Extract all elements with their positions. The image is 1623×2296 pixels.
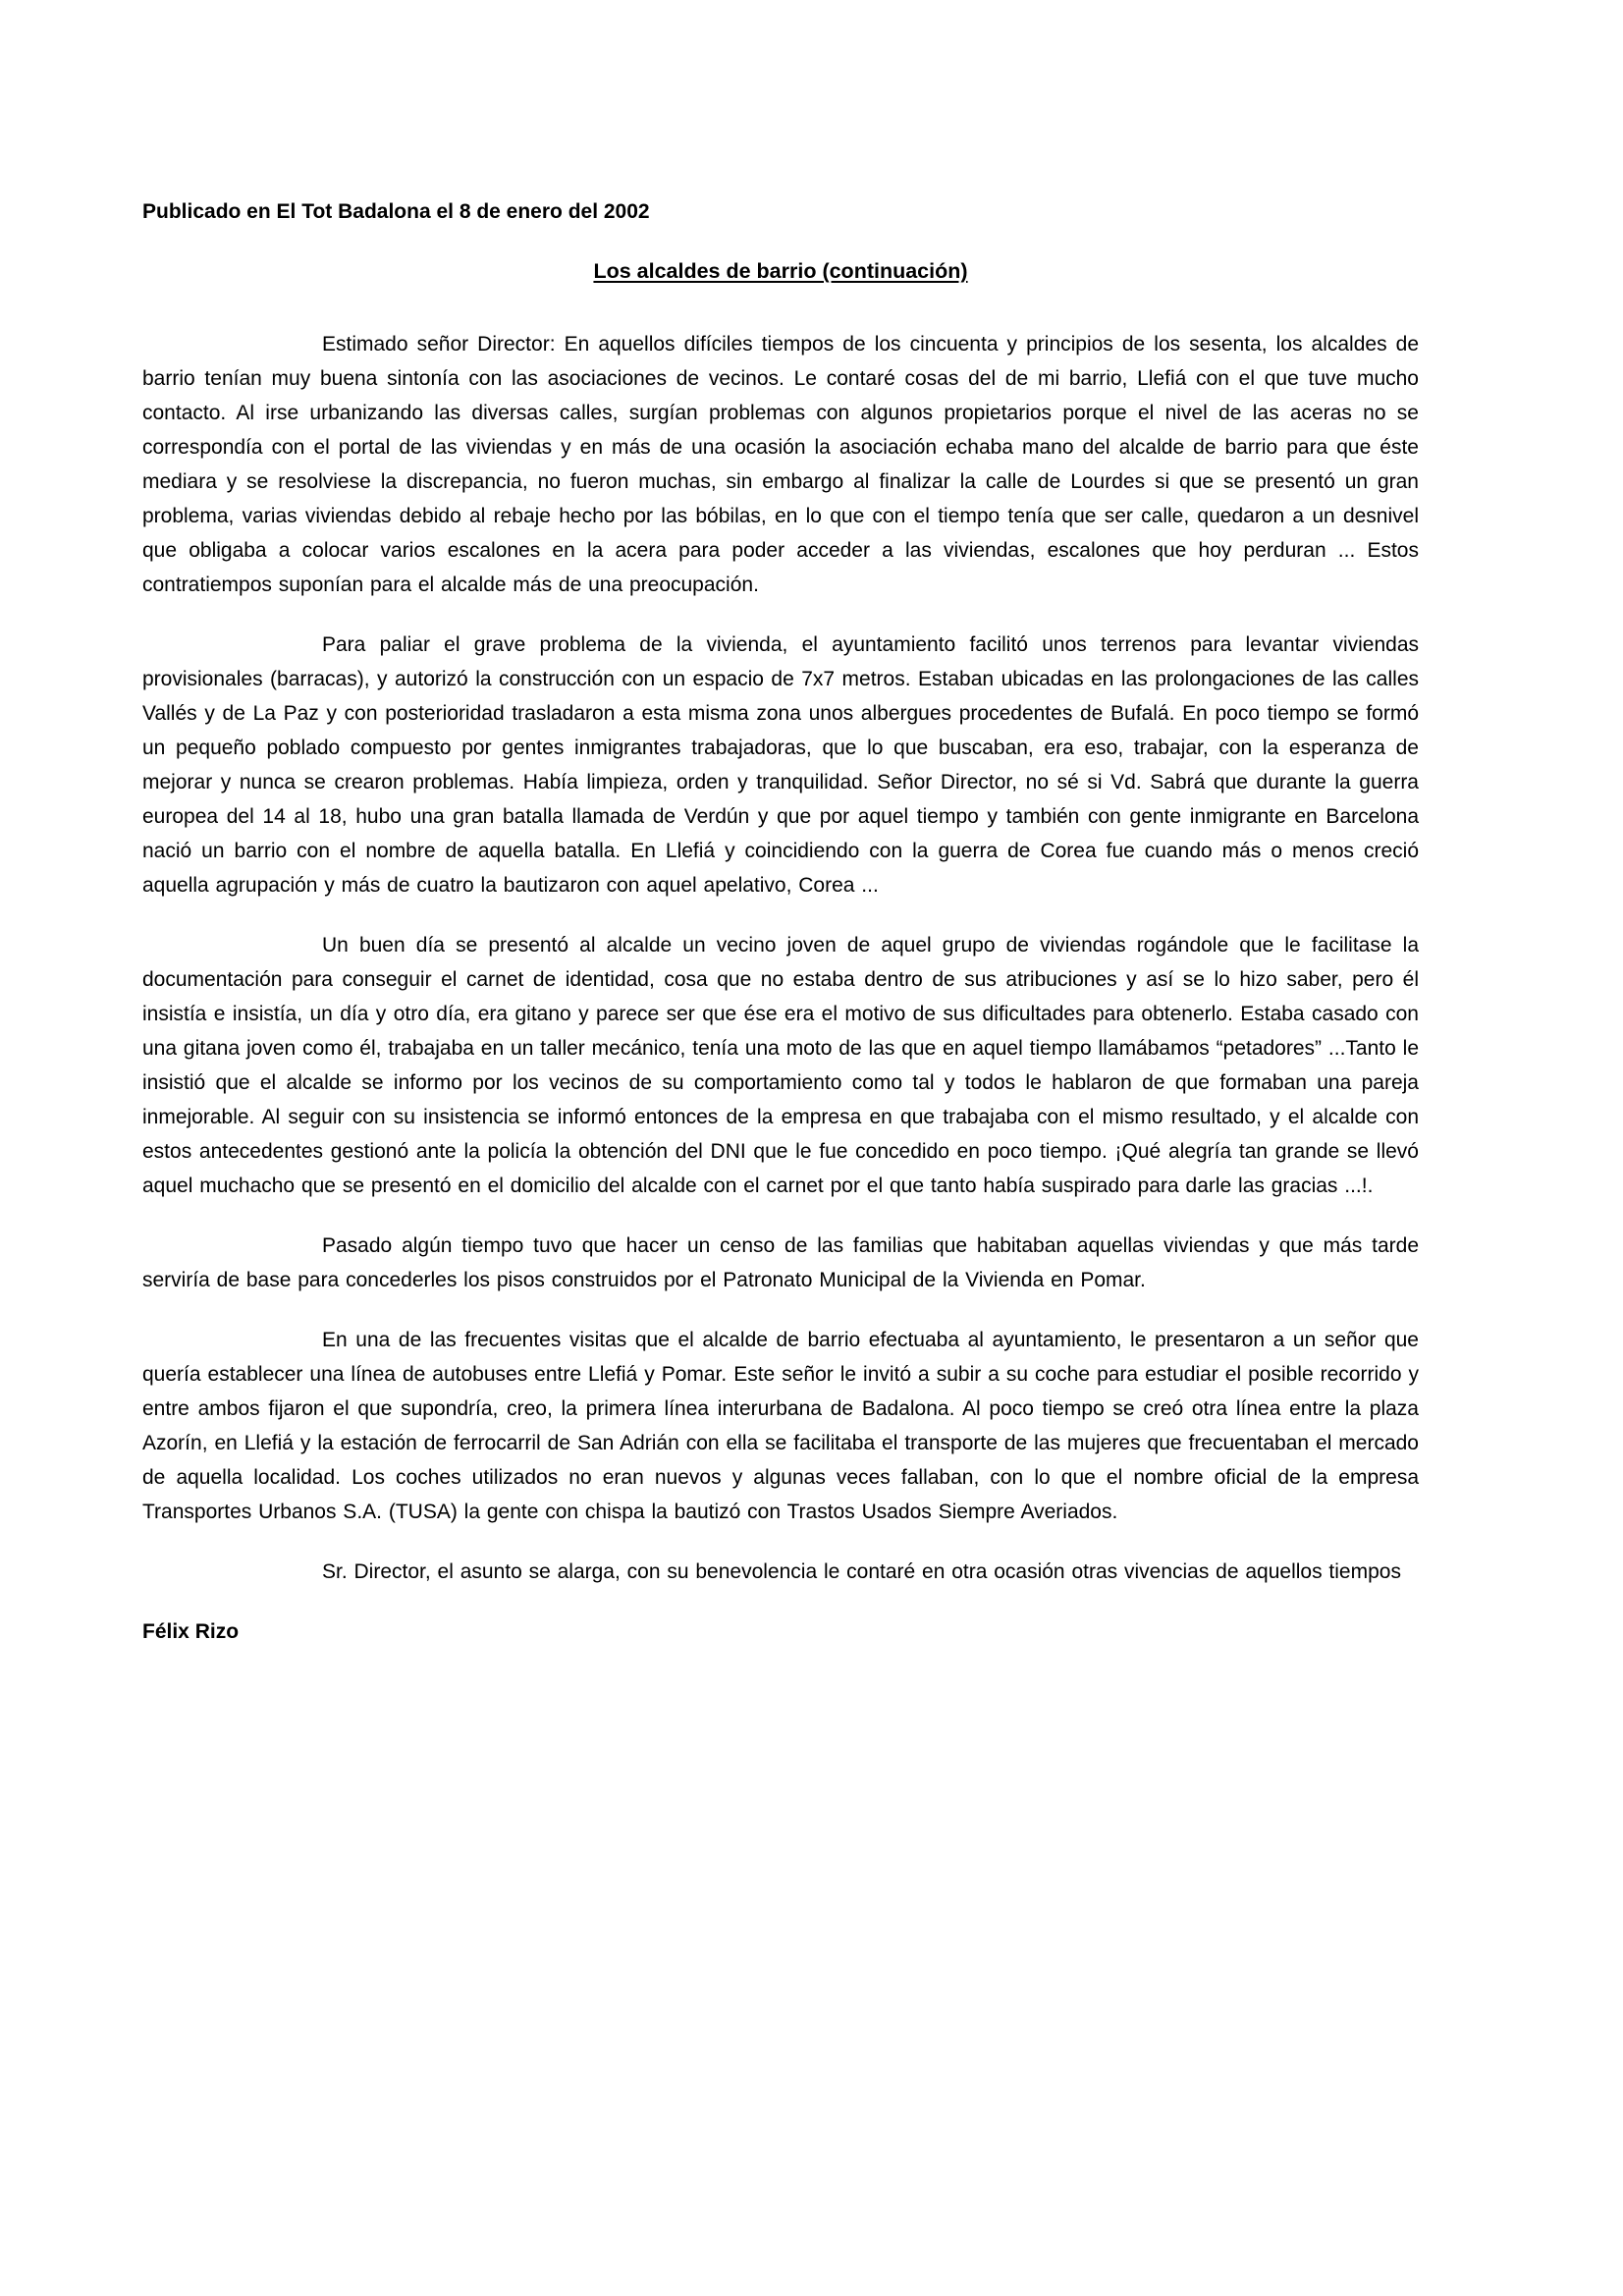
signature: Félix Rizo xyxy=(142,1620,240,1643)
document-title-text: Los alcaldes de barrio (continuación) xyxy=(593,259,968,283)
paragraph: Para paliar el grave problema de la vivienda, el ayuntamiento facilitó unos terrenos para levantar viviendas provisionales (barracas), y autorizó la construcción con un espacio de 7x7 metros. Estaban ubicadas en las prolongaciones de las calles Vallés y de La Paz y con posterioridad trasladaron a esta misma zona unos albergues procedentes de Bufalá. En poco tiempo se formó un pequeño poblado compuesto por gentes inmigrantes trabajadoras, que lo que buscaban, era eso, trabajar, con la esperanza de mejorar y nunca se crearon problemas. Había limpieza, orden y tranquilidad. Señor Director, no sé si Vd. Sabrá que durante la guerra europea del 14 al 18, hubo una gran batalla llamada de Verdún y que por aquel tiempo y también con gente inmigrante en Barcelona nació un barrio con el nombre de aquella batalla. En Llefiá y coincidiendo con la guerra de Corea fue cuando más o menos creció aquella agrupación y más de cuatro la bautizaron con aquel apelativo, Corea ... xyxy=(142,633,1419,897)
paragraph: En una de las frecuentes visitas que el alcalde de barrio efectuaba al ayuntamiento, le presentaron a un señor que quería establecer una línea de autobuses entre Llefiá y Pomar. Este señor le invitó a subir a su coche para estudiar el posible recorrido y entre ambos fijaron el que supondría, creo, la primera línea interurbana de Badalona. Al poco tiempo se creó otra línea entre la plaza Azorín, en Llefiá y la estación de ferrocarril de San Adrián con ella se facilitaba el transporte de las mujeres que frecuentaban el mercado de aquella localidad. Los coches utilizados no eran nuevos y algunas veces fallaban, con lo que el nombre oficial de la empresa Transportes Urbanos S.A. (TUSA) la gente con chispa la bautizó con Trastos Usados Siempre Averiados. xyxy=(142,1329,1419,1523)
paragraph: Un buen día se presentó al alcalde un vecino joven de aquel grupo de viviendas rogándole que le facilitase la documentación para conseguir el carnet de identidad, cosa que no estaba dentro de sus atribuciones y así se lo hizo saber, pero él insistía e insistía, un día y otro día, era gitano y parece ser que ése era el motivo de sus dificultades para obtenerlo. Estaba casado con una gitana joven como él, trabajaba en un taller mecánico, tenía una moto de las que en aquel tiempo llamábamos “petadores” ...Tanto le insistió que el alcalde se informo por los vecinos de su comportamiento como tal y todos le hablaron de que formaban una pareja inmejorable. Al seguir con su insistencia se informó entonces de la empresa en que trabajaba con el mismo resultado, y el alcalde con estos antecedentes gestionó ante la policía la obtención del DNI que le fue concedido en poco tiempo. ¡Qué alegría tan grande se llevó aquel muchacho que se presentó en el domicilio del alcalde con el carnet por el que tanto había suspirado para darle las gracias ...!. xyxy=(142,934,1419,1197)
document-title xyxy=(142,258,1419,284)
paragraph: Sr. Director, el asunto se alarga, con su benevolencia le contaré en otra ocasión otras vivencias de aquellos tiempos xyxy=(322,1560,1401,1583)
publication-line: Publicado en El Tot Badalona el 8 de enero del 2002 xyxy=(142,200,650,223)
paragraphs-container xyxy=(142,327,1419,1589)
paragraph: Estimado señor Director: En aquellos difíciles tiempos de los cincuenta y principios de los sesenta, los alcaldes de barrio tenían muy buena sintonía con las asociaciones de vecinos. Le contaré cosas del de mi barrio, Llefiá con el que tuve mucho contacto. Al irse urbanizando las diversas calles, surgían problemas con algunos propietarios porque el nivel de las aceras no se correspondía con el portal de las viviendas y en más de una ocasión la asociación echaba mano del alcalde de barrio para que éste mediara y se resolviese la discrepancia, no fueron muchas, sin embargo al finalizar la calle de Lourdes si que se presentó un gran problema, varias viviendas debido al rebaje hecho por las bóbilas, en lo que con el tiempo tenía que ser calle, quedaron a un desnivel que obligaba a colocar varios escalones en la acera para poder acceder a las viviendas, escalones que hoy perduran ... Estos contratiempos suponían para el alcalde más de una preocupación. xyxy=(142,333,1419,596)
paragraph: Pasado algún tiempo tuvo que hacer un censo de las familias que habitaban aquellas viviendas y que más tarde serviría de base para concederles los pisos construidos por el Patronato Municipal de la Vivienda en Pomar. xyxy=(142,1234,1419,1291)
